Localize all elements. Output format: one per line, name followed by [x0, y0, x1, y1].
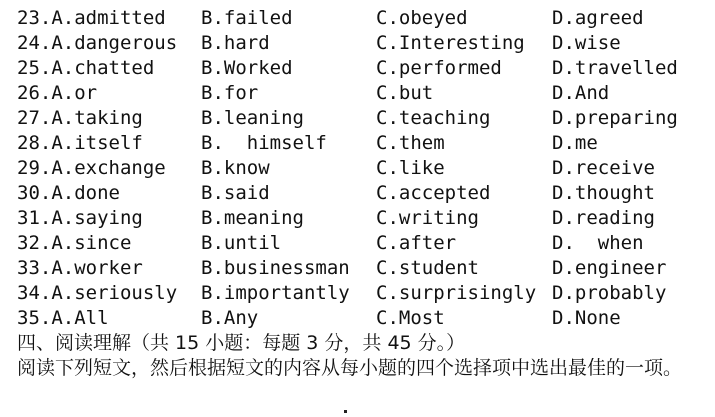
option-d: D.travelled	[552, 57, 678, 79]
option-a: 25.A.chatted	[17, 57, 155, 79]
option-c: C.like	[376, 157, 445, 179]
option-c: C.them	[376, 132, 445, 154]
option-d: D.me	[552, 132, 598, 154]
option-b: B.know	[201, 157, 270, 179]
question-row	[17, 56, 715, 81]
option-c: C.accepted	[376, 182, 491, 204]
option-d: D.probably	[552, 282, 667, 304]
question-row	[17, 181, 715, 206]
option-a: 34.A.seriously	[17, 282, 178, 304]
option-d: D.engineer	[552, 257, 667, 279]
option-c: C.after	[376, 232, 457, 254]
option-b: B.businessman	[201, 257, 350, 279]
option-b: B.until	[201, 232, 282, 254]
option-d: D.None	[552, 307, 621, 329]
option-a: 23.A.admitted	[17, 7, 166, 29]
question-row	[17, 256, 715, 281]
option-b: B.importantly	[201, 282, 350, 304]
instructions-text: 阅读下列短文，然后根据短文的内容从每小题的四个选择项中选出最佳的一项。	[17, 357, 683, 379]
option-d: D.reading	[552, 207, 655, 229]
option-c: C.obeyed	[376, 7, 468, 29]
section-heading: 四、阅读理解（共 15 小题：每题 3 分，共 45 分。）	[17, 332, 466, 354]
option-b: B.leaning	[201, 107, 304, 129]
option-c: C.Most	[376, 307, 445, 329]
option-b: B.failed	[201, 7, 293, 29]
option-a: 28.A.itself	[17, 132, 143, 154]
option-a: 35.A.All	[17, 307, 109, 329]
option-c: C.student	[376, 257, 479, 279]
question-row	[17, 131, 715, 156]
option-a: 24.A.dangerous	[17, 32, 178, 54]
question-row	[17, 6, 715, 31]
question-row	[17, 206, 715, 231]
option-b: B.for	[201, 82, 259, 104]
option-b: B. himself	[201, 132, 327, 154]
option-b: B.Any	[201, 307, 259, 329]
option-c: C.but	[376, 82, 434, 104]
option-c: C.teaching	[376, 107, 491, 129]
question-row	[17, 281, 715, 306]
question-row	[17, 106, 715, 131]
question-row	[17, 231, 715, 256]
option-a: 30.A.done	[17, 182, 120, 204]
question-row	[17, 31, 715, 56]
question-row	[17, 81, 715, 106]
option-a: 26.A.or	[17, 82, 98, 104]
option-a: 29.A.exchange	[17, 157, 166, 179]
option-d: D.receive	[552, 157, 655, 179]
option-c: C.writing	[376, 207, 479, 229]
option-c: C.performed	[376, 57, 502, 79]
option-a: 33.A.worker	[17, 257, 143, 279]
option-d: D.And	[552, 82, 610, 104]
question-row	[17, 306, 715, 331]
question-row	[17, 156, 715, 181]
option-b: B.said	[201, 182, 270, 204]
option-b: B.meaning	[201, 207, 304, 229]
option-a: 31.A.saying	[17, 207, 143, 229]
option-a: 27.A.taking	[17, 107, 143, 129]
option-d: D. when	[552, 232, 644, 254]
option-c: C.Interesting	[376, 32, 525, 54]
exam-sheet	[17, 6, 715, 381]
option-d: D.preparing	[552, 107, 678, 129]
option-a: 32.A.since	[17, 232, 132, 254]
option-c: C.surprisingly	[376, 282, 537, 304]
option-d: D.wise	[552, 32, 621, 54]
option-d: D.thought	[552, 182, 655, 204]
option-b: B.hard	[201, 32, 270, 54]
options-table	[17, 6, 715, 331]
option-b: B.Worked	[201, 57, 293, 79]
stray-mark	[344, 410, 347, 413]
option-d: D.agreed	[552, 7, 644, 29]
